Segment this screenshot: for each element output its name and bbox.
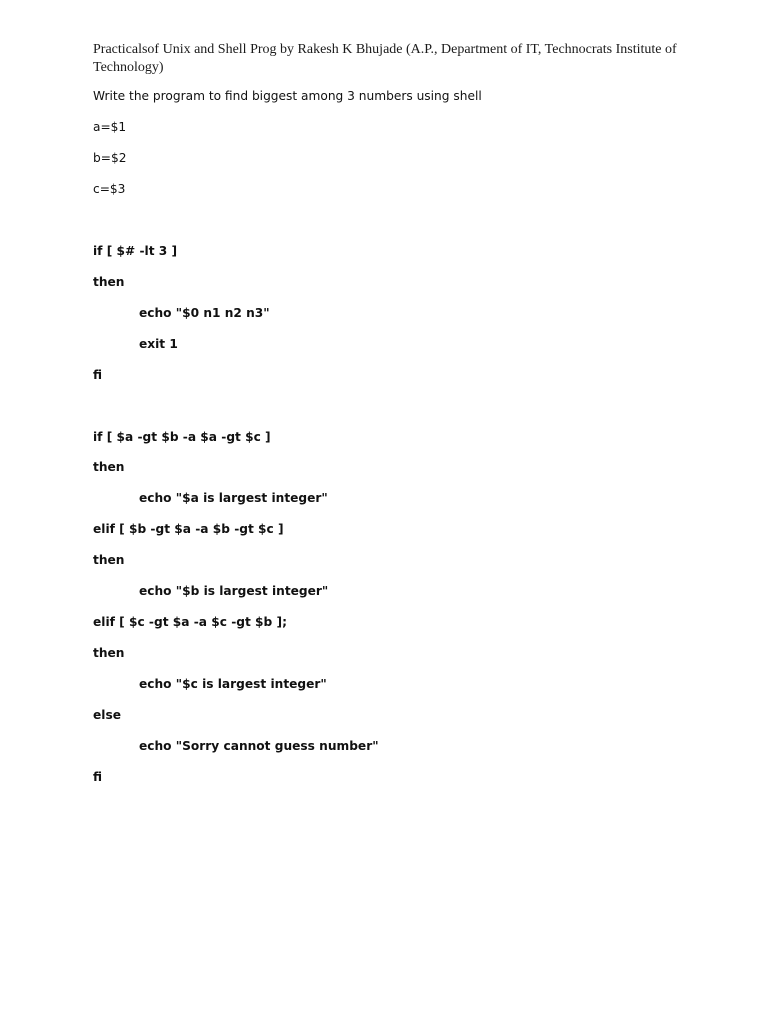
code-line: b=$2 [93, 151, 127, 165]
code-line: elif [ $b -gt $a -a $b -gt $c ] [93, 522, 284, 536]
code-line: echo "$0 n1 n2 n3" [139, 306, 270, 320]
code-line: a=$1 [93, 120, 127, 134]
code-line: elif [ $c -gt $a -a $c -gt $b ]; [93, 615, 287, 629]
code-line: c=$3 [93, 182, 126, 196]
code-line: then [93, 553, 125, 567]
code-line: then [93, 646, 125, 660]
code-line: fi [93, 368, 103, 382]
code-line: echo "$a is largest integer" [139, 491, 328, 505]
code-line: if [ $a -gt $b -a $a -gt $c ] [93, 430, 271, 444]
code-line: exit 1 [139, 337, 178, 351]
code-line: fi [93, 770, 103, 784]
code-line: if [ $# -lt 3 ] [93, 244, 178, 258]
code-line: echo "$b is largest integer" [139, 584, 329, 598]
code-line: else [93, 708, 121, 722]
code-line: echo "$c is largest integer" [139, 677, 327, 691]
document-heading: Write the program to find biggest among 3 numbers using shell [93, 89, 482, 103]
code-line: then [93, 275, 125, 289]
code-line: echo "Sorry cannot guess number" [139, 739, 379, 753]
document-header: Practicalsof Unix and Shell Prog by Rakesh K Bhujade (A.P., Department of IT, Technocrats Institute of Technology) [93, 42, 677, 75]
code-line: then [93, 460, 125, 474]
